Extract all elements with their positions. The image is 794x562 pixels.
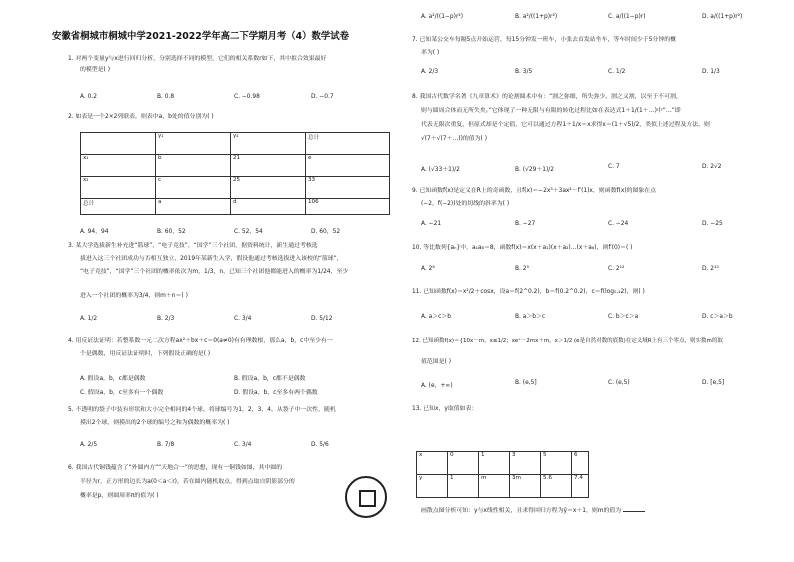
q6-option-c: C. a/((1−p)r) [608, 14, 646, 20]
q3-option-a: A. 1/2 [80, 316, 98, 322]
q13-cell: 0 [448, 452, 479, 475]
q3-option-d: D. 5/12 [311, 316, 333, 322]
exam-title: 安徽省桐城市桐城中学2021-2022学年高二下学期月考（4）数学试卷 [52, 31, 349, 42]
q9-option-c: C. −24 [608, 221, 629, 227]
q3-line-2: 拔进入这三个社团成功与否相互独立，2019年某新生入学，假设他通过考核选拔进入该校的“篮球”， [80, 256, 343, 262]
q6-option-a: A. a²/((1−p)r²) [421, 14, 464, 20]
q6-option-b: B. a²/((1+p)r²) [515, 14, 558, 20]
q13-cell: x [417, 452, 448, 475]
q8-option-d: D. 2√2 [702, 164, 722, 170]
q5-option-a: A. 2/5 [80, 442, 98, 448]
q7-line-1: 7. 已知某公交车每隔5点开始运营，每15分钟发一班车，小张去首发站坐车，等车时间少于5分钟的概 [412, 37, 676, 43]
q2-option-d: D. 60，52 [311, 229, 341, 235]
q11-option-c: C. b＞c＞a [608, 314, 639, 320]
q13-cell: m [479, 475, 510, 498]
q2-cell: b [156, 155, 231, 177]
q2-cell: x₂ [81, 177, 156, 199]
q2-cell: 25 [231, 177, 306, 199]
q7-option-b: B. 3/5 [515, 69, 533, 75]
q8-line-4: √(7＋√(7＋…))的值为( ) [421, 136, 488, 142]
q10-option-a: A. 2⁶ [421, 266, 435, 272]
copper-coin-figure [345, 476, 387, 518]
q13-tail-text: 画散点图分析可知：y与x线性相关，且求得回归方程为ŷ＝x＋1，则m的值为 [421, 508, 622, 514]
q1-option-c: C. −0.98 [234, 94, 260, 100]
q3-line-4: 进入一个社团的概率为3/4，则m＋n＝( ) [80, 293, 188, 299]
q6-option-d: D. a/((1+p)r²) [702, 14, 743, 20]
q13-cell: y [417, 475, 448, 498]
square-hole [359, 490, 376, 507]
q4-line-1: 4. 用反证法证明：若整系数一元二次方程ax²＋bx＋c＝0(a≠0)有有理数根，那么a，b，c中至少有一 [68, 338, 333, 344]
q4-option-c: C. 假设a，b，c至多有一个偶数 [80, 390, 164, 396]
q2-contingency-table [80, 132, 390, 215]
q9-line-1: 9. 已知函数f(x)是定义在R上的奇函数，且f(x)＝−2x³＋3ax²－f′(1)x，则函数f(x)的图象在点 [412, 188, 657, 194]
q12-option-a: A. (e，+∞) [421, 383, 453, 389]
q5-line-1: 5. 不透明的袋子中装有形状和大小完全相同的4个球，将球编号为1，2，3，4，从袋子中一次性，随机 [68, 407, 336, 413]
q10-option-c: C. 2¹² [608, 266, 625, 272]
q10-option-d: D. 2¹⁵ [702, 266, 719, 272]
q12-option-d: D. [e,5] [702, 380, 725, 386]
q3-option-c: C. 3/4 [234, 316, 252, 322]
q1-option-b: B. 0.8 [157, 94, 175, 100]
q3-line-1: 3. 某大学选拔新生补充进“篮球”，“电子竞技”，“国学”三个社团，据资料统计，新生通过考核选 [68, 243, 318, 249]
q12-option-b: B. (e,5] [515, 380, 537, 386]
q2-option-b: B. 60，52 [157, 229, 186, 235]
q9-option-d: D. −25 [702, 221, 723, 227]
q8-line-2: 则与圆周合体而无所失矣。”它体现了一种无限与有限的转化过程比如在表达式1＋1/(1＋…)中“…”即 [421, 108, 681, 114]
q2-cell: 总计 [306, 133, 390, 155]
q13-cell: 3 [510, 452, 541, 475]
q10-option-b: B. 2⁹ [515, 266, 529, 272]
q2-cell: y₁ [156, 133, 231, 155]
q11-line-1: 11. 已知函数f(x)＝x²/2＋cosx，设a＝f(2^0.2)，b＝f(0.2^0.2)，c＝f(log₀.₂2)，则( ) [412, 289, 645, 295]
q13-cell: 6 [572, 452, 589, 475]
q6-line-1: 6. 我国古代铜钱蕴含了“外圆内方”“天地合一”的思想，现有一铜钱如图，其中圆的 [68, 465, 283, 471]
q13-cell: 1 [448, 475, 479, 498]
q2-cell: a [156, 199, 231, 215]
q2-cell: 33 [306, 177, 390, 199]
q2-cell: e [306, 155, 390, 177]
q8-option-b: B. (√29＋1)/2 [515, 167, 555, 173]
q13-data-table [416, 451, 589, 498]
q2-cell: c [156, 177, 231, 199]
q13-answer-blank [623, 505, 645, 512]
q2-cell: 总计 [81, 199, 156, 215]
q7-option-a: A. 2/3 [421, 69, 439, 75]
q5-option-c: C. 3/4 [234, 442, 252, 448]
q10-line-1: 10. 等比数列{aₙ}中，a₁a₈＝8，函数f(x)＝x(x＋a₁)(x＋a₂)…(x＋a₈)，则f′(0)＝( ) [412, 245, 633, 251]
q7-option-c: C. 1/2 [608, 69, 626, 75]
q13-line-1: 13. 已知x，y取值如表： [412, 406, 478, 412]
q13-cell: 1 [479, 452, 510, 475]
q2-cell [81, 133, 156, 155]
q1-line-2: 的模型是( ) [80, 67, 111, 73]
q4-option-b: B. 假设a，b，c都不是偶数 [234, 376, 306, 382]
q3-line-3: “电子竞技”，“国学”三个社团的概率依次为m，1/3，n，已知三个社团他都能进入的概率为1/24，至少 [80, 269, 349, 275]
q12-option-c: C. (e,5) [608, 380, 630, 386]
q6-line-3: 概率是p，则圆周率π的值为( ) [80, 493, 159, 499]
q13-cell: 7.4 [572, 475, 589, 498]
q2-cell: x₁ [81, 155, 156, 177]
q6-line-2: 半径为r，正方形的边长为a(0＜a＜r)，若在圆内随机取点，得到点取自阴影部分的 [80, 479, 295, 485]
q3-option-b: B. 2/3 [157, 316, 175, 322]
q8-option-c: C. 7 [608, 164, 620, 170]
q5-option-d: D. 5/6 [311, 442, 329, 448]
q7-option-d: D. 1/3 [702, 69, 720, 75]
q8-option-a: A. (√33＋1)/2 [421, 167, 460, 173]
q2-option-c: C. 52，54 [234, 229, 263, 235]
q11-option-d: D. c＞a＞b [702, 314, 733, 320]
q8-line-3: 代表无限次重复，但原式却是个定值，它可以通过方程1＋1/x＝x求得x＝(1＋√5)/2，类似上述过程及方法，则 [421, 122, 710, 128]
q2-cell: 106 [306, 199, 390, 215]
q9-line-2: (−2，f(−2))处的切线的斜率为( ) [421, 201, 510, 207]
q12-line-2: 值范围是( ) [421, 359, 452, 365]
q13-cell: 5.6 [541, 475, 572, 498]
q2-cell: y₂ [231, 133, 306, 155]
q1-option-d: D. −0.7 [311, 94, 334, 100]
q7-line-2: 率为( ) [421, 50, 440, 56]
q9-option-b: B. −27 [515, 221, 536, 227]
q2-cell: 21 [231, 155, 306, 177]
q12-line-1: 12. 已知函数f(x)＝{10x－m，x≤1/2；xeˣ－2mx＋m，x＞1/2 (e是自然对数的底数)在定义域R上有三个零点，则实数m的取 [412, 338, 723, 344]
q4-option-a: A. 假设a，b，c都是偶数 [80, 376, 146, 382]
q11-option-a: A. a＞c＞b [421, 314, 452, 320]
q1-option-a: A. 0.2 [80, 94, 98, 100]
q5-option-b: B. 7/8 [157, 442, 175, 448]
q1-line-1: 1. 对两个变量y与x进行回归分析，分别选择不同的模型，它们的相关系数r如下，其中拟合效果最好 [68, 56, 327, 62]
q4-option-d: D. 假设a，b，c至多有两个偶数 [234, 390, 318, 396]
q2-cell: d [231, 199, 306, 215]
q13-tail [421, 505, 645, 516]
q2-option-a: A. 94，94 [80, 229, 109, 235]
q5-line-2: 摸出2个球，则摸出的2个球的编号之和为偶数的概率为( ) [80, 420, 230, 426]
q9-option-a: A. −21 [421, 221, 442, 227]
q8-line-1: 8. 我国古代数学名著《九章算术》的论割圆术中有：“割之弥细，所失弥少，割之又割，以至于不可割， [412, 94, 682, 100]
q13-cell: 5 [541, 452, 572, 475]
q2-line-1: 2. 如表是一个2×2列联表，则表中a，b处的值分别为( ) [68, 114, 214, 120]
q11-option-b: B. a＞b＞c [515, 314, 546, 320]
q13-cell: 3m [510, 475, 541, 498]
q4-line-2: 个是偶数，用反证法证明时，下列假设正确的是( ) [80, 351, 211, 357]
